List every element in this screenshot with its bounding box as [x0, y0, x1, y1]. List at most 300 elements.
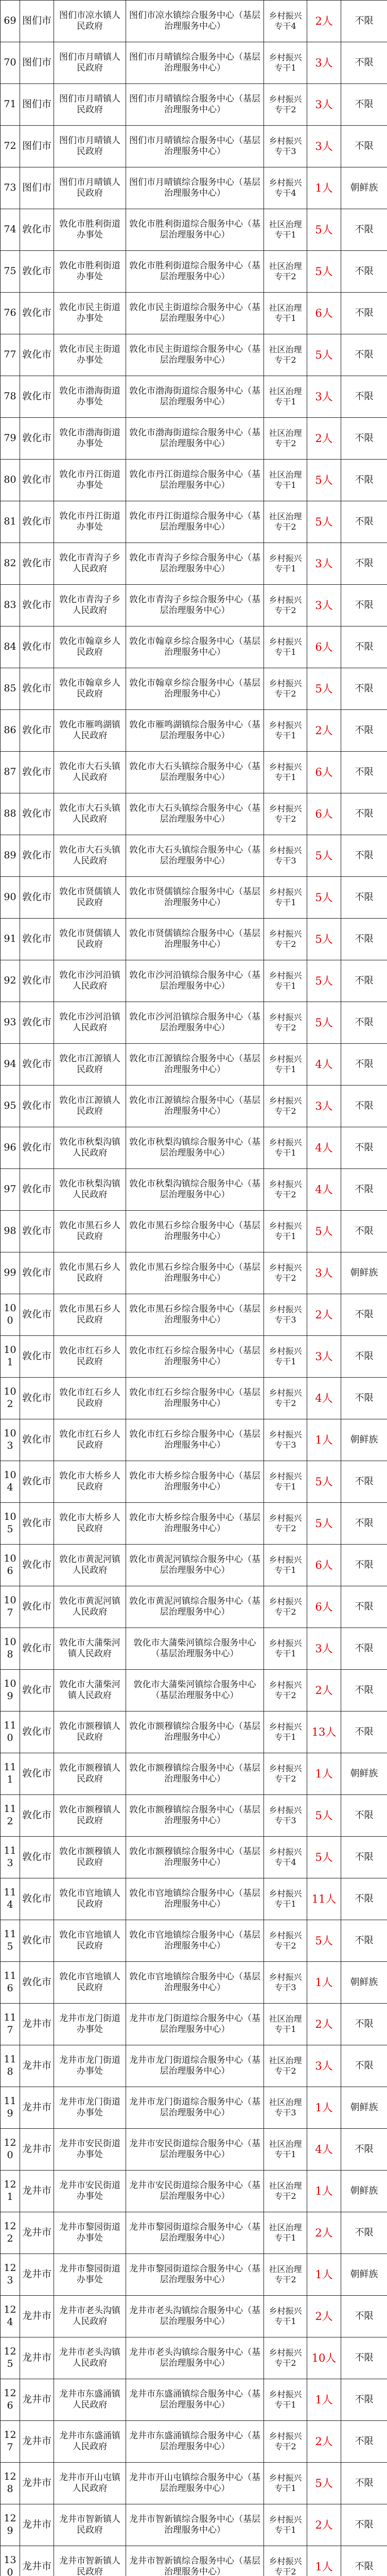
city-cell: 敦化市 — [20, 1419, 54, 1461]
post-type-cell: 乡村振兴专干1 — [264, 1628, 307, 1670]
city-cell: 龙井市 — [20, 2171, 54, 2212]
unit-cell: 敦化市江源镇人民政府 — [54, 1086, 126, 1127]
row-number: 95 — [1, 1086, 20, 1127]
ethnicity-cell: 不限 — [341, 793, 387, 835]
headcount-cell: 5人 — [307, 501, 341, 543]
headcount-cell: 4人 — [307, 1378, 341, 1419]
headcount-cell: 3人 — [307, 1086, 341, 1127]
table-row — [1, 626, 387, 668]
ethnicity-cell: 不限 — [341, 1044, 387, 1086]
unit-cell: 敦化市大桥乡人民政府 — [54, 1461, 126, 1503]
city-cell: 敦化市 — [20, 1294, 54, 1336]
city-cell: 图们市 — [20, 1, 54, 42]
position-unit-cell: 敦化市江源镇综合服务中心（基层治理服务中心） — [126, 1044, 264, 1086]
post-type-cell: 乡村振兴专干4 — [264, 1, 307, 42]
position-unit-cell: 龙井市开山屯镇综合服务中心（基层治理服务中心） — [126, 2463, 264, 2504]
row-number: 82 — [1, 543, 20, 585]
table-row — [1, 1294, 387, 1336]
post-type-cell: 乡村振兴专干3 — [264, 126, 307, 167]
row-number: 112 — [1, 1795, 20, 1837]
city-cell: 敦化市 — [20, 1086, 54, 1127]
unit-cell: 敦化市秋梨沟镇人民政府 — [54, 1169, 126, 1211]
headcount-cell: 13人 — [307, 1711, 341, 1753]
row-number: 78 — [1, 376, 20, 418]
position-unit-cell: 敦化市渤海街道综合服务中心（基层治理服务中心） — [126, 418, 264, 460]
position-unit-cell: 敦化市翰章乡综合服务中心（基层治理服务中心） — [126, 626, 264, 668]
headcount-cell: 5人 — [307, 1211, 341, 1252]
headcount-cell: 2人 — [307, 1, 341, 42]
ethnicity-cell: 不限 — [341, 1628, 387, 1670]
city-cell: 龙井市 — [20, 2212, 54, 2254]
unit-cell: 龙井市智新镇人民政府 — [54, 2504, 126, 2546]
post-type-cell: 社区治理专干1 — [264, 376, 307, 418]
city-cell: 敦化市 — [20, 501, 54, 543]
city-cell: 敦化市 — [20, 752, 54, 793]
row-number: 114 — [1, 1878, 20, 1920]
post-type-cell: 乡村振兴专干1 — [264, 2296, 307, 2337]
ethnicity-cell: 不限 — [341, 209, 387, 251]
headcount-cell: 5人 — [307, 960, 341, 1002]
row-number: 125 — [1, 2337, 20, 2379]
headcount-cell: 2人 — [307, 2421, 341, 2463]
row-number: 74 — [1, 209, 20, 251]
headcount-cell: 11人 — [307, 1878, 341, 1920]
unit-cell: 敦化市黑石乡人民政府 — [54, 1294, 126, 1336]
city-cell: 龙井市 — [20, 2045, 54, 2087]
headcount-cell: 5人 — [307, 1461, 341, 1503]
headcount-cell: 1人 — [307, 2546, 341, 2576]
unit-cell: 敦化市渤海街道办事处 — [54, 418, 126, 460]
position-unit-cell: 敦化市官地镇综合服务中心（基层治理服务中心） — [126, 1878, 264, 1920]
unit-cell: 敦化市官地镇人民政府 — [54, 1962, 126, 2004]
unit-cell: 龙井市龙门街道办事处 — [54, 2045, 126, 2087]
city-cell: 龙井市 — [20, 2296, 54, 2337]
post-type-cell: 社区治理专干1 — [264, 460, 307, 501]
unit-cell: 敦化市红石乡人民政府 — [54, 1378, 126, 1419]
table-row — [1, 2087, 387, 2129]
city-cell: 敦化市 — [20, 1127, 54, 1169]
post-type-cell: 乡村振兴专干1 — [264, 1127, 307, 1169]
unit-cell: 敦化市官地镇人民政府 — [54, 1920, 126, 1962]
table-row — [1, 501, 387, 543]
post-type-cell: 乡村振兴专干1 — [264, 2463, 307, 2504]
position-unit-cell: 龙井市龙门街道综合服务中心（基层治理服务中心） — [126, 2004, 264, 2045]
table-row — [1, 42, 387, 84]
position-unit-cell: 敦化市江源镇综合服务中心（基层治理服务中心） — [126, 1086, 264, 1127]
post-type-cell: 乡村振兴专干2 — [264, 919, 307, 960]
row-number: 129 — [1, 2504, 20, 2546]
position-unit-cell: 敦化市大蒲柴河镇综合服务中心（基层治理服务中心） — [126, 1670, 264, 1711]
post-type-cell: 乡村振兴专干1 — [264, 42, 307, 84]
unit-cell: 龙井市龙门街道办事处 — [54, 2004, 126, 2045]
table-row — [1, 1419, 387, 1461]
unit-cell: 敦化市翰章乡人民政府 — [54, 626, 126, 668]
table-row — [1, 668, 387, 710]
table-row — [1, 460, 387, 501]
table-row — [1, 1044, 387, 1086]
post-type-cell: 乡村振兴专干2 — [264, 1503, 307, 1545]
post-type-cell: 乡村振兴专干3 — [264, 1294, 307, 1336]
unit-cell: 敦化市秋梨沟镇人民政府 — [54, 1127, 126, 1169]
headcount-cell: 2人 — [307, 710, 341, 752]
position-unit-cell: 敦化市渤海街道综合服务中心（基层治理服务中心） — [126, 376, 264, 418]
city-cell: 敦化市 — [20, 1378, 54, 1419]
ethnicity-cell: 不限 — [341, 2421, 387, 2463]
unit-cell: 敦化市雁鸣湖镇人民政府 — [54, 710, 126, 752]
ethnicity-cell: 不限 — [341, 960, 387, 1002]
unit-cell: 龙井市龙门街道办事处 — [54, 2087, 126, 2129]
headcount-cell: 5人 — [307, 1920, 341, 1962]
row-number: 115 — [1, 1920, 20, 1962]
unit-cell: 敦化市黄泥河镇人民政府 — [54, 1586, 126, 1628]
post-type-cell: 乡村振兴专干2 — [264, 1252, 307, 1294]
unit-cell: 敦化市额穆镇人民政府 — [54, 1753, 126, 1795]
headcount-cell: 3人 — [307, 585, 341, 626]
unit-cell: 敦化市丹江街道办事处 — [54, 460, 126, 501]
city-cell: 敦化市 — [20, 835, 54, 877]
ethnicity-cell: 不限 — [341, 2045, 387, 2087]
table-row — [1, 1795, 387, 1837]
headcount-cell: 5人 — [307, 2463, 341, 2504]
row-number: 113 — [1, 1837, 20, 1878]
position-unit-cell: 敦化市大石头镇综合服务中心（基层治理服务中心） — [126, 835, 264, 877]
ethnicity-cell: 不限 — [341, 2337, 387, 2379]
position-unit-cell: 敦化市大石头镇综合服务中心（基层治理服务中心） — [126, 752, 264, 793]
table-row — [1, 1336, 387, 1378]
ethnicity-cell: 不限 — [341, 585, 387, 626]
row-number: 69 — [1, 1, 20, 42]
post-type-cell: 社区治理专干1 — [264, 2004, 307, 2045]
headcount-cell: 2人 — [307, 2004, 341, 2045]
unit-cell: 敦化市黄泥河镇人民政府 — [54, 1545, 126, 1586]
city-cell: 龙井市 — [20, 2129, 54, 2171]
row-number: 94 — [1, 1044, 20, 1086]
ethnicity-cell: 朝鲜族 — [341, 1962, 387, 2004]
post-type-cell: 乡村振兴专干2 — [264, 1670, 307, 1711]
table-row — [1, 376, 387, 418]
table-row — [1, 1211, 387, 1252]
row-number: 90 — [1, 877, 20, 919]
headcount-cell: 5人 — [307, 668, 341, 710]
position-unit-cell: 龙井市黎园街道综合服务中心（基层治理服务中心） — [126, 2212, 264, 2254]
ethnicity-cell: 不限 — [341, 2129, 387, 2171]
city-cell: 敦化市 — [20, 1586, 54, 1628]
unit-cell: 龙井市老头沟镇人民政府 — [54, 2337, 126, 2379]
headcount-cell: 2人 — [307, 418, 341, 460]
row-number: 121 — [1, 2171, 20, 2212]
row-number: 79 — [1, 418, 20, 460]
headcount-cell: 3人 — [307, 543, 341, 585]
row-number: 87 — [1, 752, 20, 793]
ethnicity-cell: 不限 — [341, 877, 387, 919]
headcount-cell: 2人 — [307, 2504, 341, 2546]
post-type-cell: 乡村振兴专干4 — [264, 167, 307, 209]
position-unit-cell: 图们市月晴镇综合服务中心（基层治理服务中心） — [126, 167, 264, 209]
table-row — [1, 1545, 387, 1586]
table-row — [1, 418, 387, 460]
ethnicity-cell: 不限 — [341, 710, 387, 752]
position-unit-cell: 敦化市官地镇综合服务中心（基层治理服务中心） — [126, 1920, 264, 1962]
table-row — [1, 2045, 387, 2087]
row-number: 85 — [1, 668, 20, 710]
unit-cell: 敦化市渤海街道办事处 — [54, 376, 126, 418]
row-number: 92 — [1, 960, 20, 1002]
row-number: 118 — [1, 2045, 20, 2087]
row-number: 106 — [1, 1545, 20, 1586]
unit-cell: 敦化市大桥乡人民政府 — [54, 1503, 126, 1545]
unit-cell: 敦化市沙河沿镇人民政府 — [54, 960, 126, 1002]
unit-cell: 龙井市东盛涌镇人民政府 — [54, 2379, 126, 2421]
unit-cell: 敦化市大石头镇人民政府 — [54, 752, 126, 793]
post-type-cell: 乡村振兴专干2 — [264, 2546, 307, 2576]
table-row — [1, 84, 387, 126]
table-row — [1, 1, 387, 42]
city-cell: 龙井市 — [20, 2463, 54, 2504]
post-type-cell: 乡村振兴专干2 — [264, 1586, 307, 1628]
post-type-cell: 乡村振兴专干3 — [264, 1962, 307, 2004]
ethnicity-cell: 不限 — [341, 1920, 387, 1962]
unit-cell: 敦化市贤儒镇人民政府 — [54, 919, 126, 960]
row-number: 104 — [1, 1461, 20, 1503]
headcount-cell: 2人 — [307, 1670, 341, 1711]
ethnicity-cell: 不限 — [341, 1, 387, 42]
headcount-cell: 4人 — [307, 1127, 341, 1169]
city-cell: 敦化市 — [20, 668, 54, 710]
headcount-cell: 5人 — [307, 1795, 341, 1837]
ethnicity-cell: 不限 — [341, 752, 387, 793]
ethnicity-cell: 不限 — [341, 1086, 387, 1127]
unit-cell: 敦化市翰章乡人民政府 — [54, 668, 126, 710]
unit-cell: 敦化市额穆镇人民政府 — [54, 1795, 126, 1837]
post-type-cell: 乡村振兴专干1 — [264, 1336, 307, 1378]
ethnicity-cell: 不限 — [341, 251, 387, 293]
row-number: 70 — [1, 42, 20, 84]
position-unit-cell: 敦化市雁鸣湖镇综合服务中心（基层治理服务中心） — [126, 710, 264, 752]
position-unit-cell: 龙井市老头沟镇综合服务中心（基层治理服务中心） — [126, 2337, 264, 2379]
position-unit-cell: 敦化市民主街道综合服务中心（基层治理服务中心） — [126, 293, 264, 334]
ethnicity-cell: 不限 — [341, 334, 387, 376]
ethnicity-cell: 不限 — [341, 919, 387, 960]
headcount-cell: 5人 — [307, 835, 341, 877]
table-row — [1, 334, 387, 376]
city-cell: 敦化市 — [20, 1336, 54, 1378]
table-row — [1, 960, 387, 1002]
ethnicity-cell: 不限 — [341, 2504, 387, 2546]
city-cell: 龙井市 — [20, 2504, 54, 2546]
headcount-cell: 4人 — [307, 1044, 341, 1086]
unit-cell: 敦化市黑石乡人民政府 — [54, 1211, 126, 1252]
headcount-cell: 5人 — [307, 877, 341, 919]
table-row — [1, 1461, 387, 1503]
position-unit-cell: 龙井市东盛涌镇综合服务中心（基层治理服务中心） — [126, 2379, 264, 2421]
position-unit-cell: 敦化市黑石乡综合服务中心（基层治理服务中心） — [126, 1211, 264, 1252]
position-unit-cell: 图们市凉水镇综合服务中心（基层治理服务中心） — [126, 1, 264, 42]
position-unit-cell: 敦化市贤儒镇综合服务中心（基层治理服务中心） — [126, 877, 264, 919]
headcount-cell: 5人 — [307, 460, 341, 501]
position-unit-cell: 敦化市青沟子乡综合服务中心（基层治理服务中心） — [126, 543, 264, 585]
table-row — [1, 793, 387, 835]
headcount-cell: 3人 — [307, 1336, 341, 1378]
row-number: 84 — [1, 626, 20, 668]
city-cell: 敦化市 — [20, 585, 54, 626]
ethnicity-cell: 不限 — [341, 1336, 387, 1378]
row-number: 124 — [1, 2296, 20, 2337]
unit-cell: 龙井市智新镇人民政府 — [54, 2546, 126, 2576]
city-cell: 敦化市 — [20, 1169, 54, 1211]
table-row — [1, 293, 387, 334]
unit-cell: 敦化市额穆镇人民政府 — [54, 1837, 126, 1878]
ethnicity-cell: 朝鲜族 — [341, 2171, 387, 2212]
table-row — [1, 919, 387, 960]
table-row — [1, 1252, 387, 1294]
unit-cell: 敦化市官地镇人民政府 — [54, 1878, 126, 1920]
position-unit-cell: 龙井市安民街道综合服务中心（基层治理服务中心） — [126, 2129, 264, 2171]
position-unit-cell: 敦化市贤儒镇综合服务中心（基层治理服务中心） — [126, 919, 264, 960]
position-unit-cell: 敦化市黑石乡综合服务中心（基层治理服务中心） — [126, 1252, 264, 1294]
post-type-cell: 乡村振兴专干2 — [264, 1378, 307, 1419]
ethnicity-cell: 不限 — [341, 668, 387, 710]
post-type-cell: 社区治理专干1 — [264, 2212, 307, 2254]
city-cell: 敦化市 — [20, 1878, 54, 1920]
post-type-cell: 乡村振兴专干1 — [264, 1878, 307, 1920]
ethnicity-cell: 不限 — [341, 2296, 387, 2337]
row-number: 127 — [1, 2421, 20, 2463]
post-type-cell: 乡村振兴专干1 — [264, 2379, 307, 2421]
post-type-cell: 乡村振兴专干1 — [264, 1545, 307, 1586]
city-cell: 龙井市 — [20, 2254, 54, 2296]
city-cell: 敦化市 — [20, 1837, 54, 1878]
post-type-cell: 乡村振兴专干2 — [264, 2337, 307, 2379]
unit-cell: 敦化市江源镇人民政府 — [54, 1044, 126, 1086]
table-row — [1, 2129, 387, 2171]
table-row — [1, 209, 387, 251]
position-unit-cell: 龙井市智新镇综合服务中心（基层治理服务中心） — [126, 2504, 264, 2546]
row-number: 109 — [1, 1670, 20, 1711]
headcount-cell: 2人 — [307, 2212, 341, 2254]
ethnicity-cell: 不限 — [341, 1002, 387, 1044]
row-number: 110 — [1, 1711, 20, 1753]
position-unit-cell: 敦化市红石乡综合服务中心（基层治理服务中心） — [126, 1419, 264, 1461]
position-unit-cell: 龙井市黎园街道综合服务中心（基层治理服务中心） — [126, 2254, 264, 2296]
post-type-cell: 乡村振兴专干1 — [264, 2504, 307, 2546]
unit-cell: 敦化市大蒲柴河镇人民政府 — [54, 1670, 126, 1711]
post-type-cell: 乡村振兴专干2 — [264, 668, 307, 710]
row-number: 126 — [1, 2379, 20, 2421]
city-cell: 敦化市 — [20, 960, 54, 1002]
row-number: 75 — [1, 251, 20, 293]
position-unit-cell: 龙井市龙门街道综合服务中心（基层治理服务中心） — [126, 2087, 264, 2129]
position-unit-cell: 敦化市沙河沿镇综合服务中心（基层治理服务中心） — [126, 960, 264, 1002]
post-type-cell: 社区治理专干1 — [264, 293, 307, 334]
city-cell: 敦化市 — [20, 710, 54, 752]
unit-cell: 图们市月晴镇人民政府 — [54, 84, 126, 126]
city-cell: 敦化市 — [20, 334, 54, 376]
row-number: 122 — [1, 2212, 20, 2254]
table-row — [1, 2337, 387, 2379]
post-type-cell: 社区治理专干1 — [264, 209, 307, 251]
unit-cell: 敦化市丹江街道办事处 — [54, 501, 126, 543]
position-unit-cell: 敦化市额穆镇综合服务中心（基层治理服务中心） — [126, 1753, 264, 1795]
position-unit-cell: 敦化市黑石乡综合服务中心（基层治理服务中心） — [126, 1294, 264, 1336]
post-type-cell: 乡村振兴专干3 — [264, 835, 307, 877]
table-row — [1, 2254, 387, 2296]
position-unit-cell: 敦化市额穆镇综合服务中心（基层治理服务中心） — [126, 1711, 264, 1753]
row-number: 99 — [1, 1252, 20, 1294]
table-row — [1, 1753, 387, 1795]
ethnicity-cell: 不限 — [341, 2546, 387, 2576]
headcount-cell: 4人 — [307, 2129, 341, 2171]
headcount-cell: 6人 — [307, 293, 341, 334]
city-cell: 敦化市 — [20, 1252, 54, 1294]
post-type-cell: 乡村振兴专干2 — [264, 585, 307, 626]
table-row — [1, 2546, 387, 2576]
post-type-cell: 社区治理专干2 — [264, 2171, 307, 2212]
headcount-cell: 6人 — [307, 1545, 341, 1586]
ethnicity-cell: 不限 — [341, 1294, 387, 1336]
table-row — [1, 1837, 387, 1878]
headcount-cell: 6人 — [307, 1586, 341, 1628]
post-type-cell: 乡村振兴专干4 — [264, 1837, 307, 1878]
table-row — [1, 1962, 387, 2004]
table-row — [1, 1378, 387, 1419]
city-cell: 敦化市 — [20, 1628, 54, 1670]
ethnicity-cell: 不限 — [341, 2463, 387, 2504]
headcount-cell: 6人 — [307, 752, 341, 793]
unit-cell: 敦化市黑石乡人民政府 — [54, 1252, 126, 1294]
ethnicity-cell: 朝鲜族 — [341, 1753, 387, 1795]
headcount-cell: 5人 — [307, 1503, 341, 1545]
table-row — [1, 2004, 387, 2045]
headcount-cell: 10人 — [307, 2337, 341, 2379]
position-unit-cell: 龙井市智新镇综合服务中心（基层治理服务中心） — [126, 2546, 264, 2576]
post-type-cell: 乡村振兴专干1 — [264, 710, 307, 752]
post-type-cell: 乡村振兴专干2 — [264, 1169, 307, 1211]
row-number: 102 — [1, 1378, 20, 1419]
headcount-cell: 5人 — [307, 209, 341, 251]
headcount-cell: 3人 — [307, 42, 341, 84]
ethnicity-cell: 不限 — [341, 626, 387, 668]
headcount-cell: 1人 — [307, 167, 341, 209]
city-cell: 龙井市 — [20, 2546, 54, 2576]
ethnicity-cell: 不限 — [341, 1878, 387, 1920]
city-cell: 敦化市 — [20, 376, 54, 418]
row-number: 130 — [1, 2546, 20, 2576]
position-unit-cell: 龙井市龙门街道综合服务中心（基层治理服务中心） — [126, 2045, 264, 2087]
position-unit-cell: 图们市月晴镇综合服务中心（基层治理服务中心） — [126, 84, 264, 126]
city-cell: 敦化市 — [20, 1962, 54, 2004]
table-row — [1, 752, 387, 793]
table-row — [1, 1878, 387, 1920]
table-row — [1, 2504, 387, 2546]
headcount-cell: 1人 — [307, 2379, 341, 2421]
position-unit-cell: 图们市月晴镇综合服务中心（基层治理服务中心） — [126, 42, 264, 84]
city-cell: 龙井市 — [20, 2421, 54, 2463]
ethnicity-cell: 不限 — [341, 835, 387, 877]
table-row — [1, 2212, 387, 2254]
post-type-cell: 社区治理专干2 — [264, 2045, 307, 2087]
row-number: 103 — [1, 1419, 20, 1461]
headcount-cell: 1人 — [307, 1753, 341, 1795]
row-number: 111 — [1, 1753, 20, 1795]
post-type-cell: 乡村振兴专干2 — [264, 1002, 307, 1044]
unit-cell: 敦化市红石乡人民政府 — [54, 1419, 126, 1461]
position-unit-cell: 敦化市黄泥河镇综合服务中心（基层治理服务中心） — [126, 1545, 264, 1586]
post-type-cell: 社区治理专干2 — [264, 2254, 307, 2296]
position-unit-cell: 敦化市大蒲柴河镇综合服务中心（基层治理服务中心） — [126, 1628, 264, 1670]
ethnicity-cell: 不限 — [341, 1211, 387, 1252]
position-unit-cell: 敦化市官地镇综合服务中心（基层治理服务中心） — [126, 1962, 264, 2004]
row-number: 77 — [1, 334, 20, 376]
